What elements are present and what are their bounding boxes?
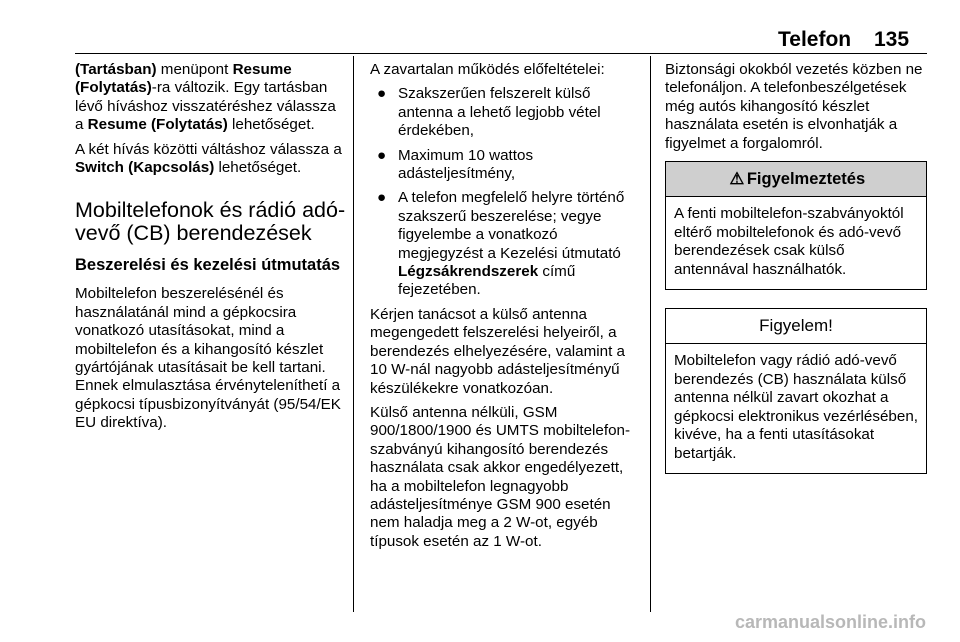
text-run: A két hívás közötti váltáshoz válassza a: [75, 140, 342, 158]
page-number: 135: [874, 28, 910, 51]
paragraph-safety: Biztonsági okokból vezetés közben ne telefonáljon. A telefonbeszélgetések még autós kihangosító készlet használata esetén is elvonhatják a figyelmet a forgalomról.: [665, 61, 923, 152]
text-run: menüpont: [156, 61, 233, 78]
warning-header: [666, 162, 926, 197]
text-run: -ra változik. Egy tartásban lévő híváshoz visszatéréshez válassza a: [75, 79, 336, 134]
column-2: [370, 61, 642, 557]
list-item: [370, 189, 642, 299]
bullet-list: [370, 85, 642, 299]
warning-triangle-icon: ⚠: [729, 170, 745, 189]
warning-body: A fenti mobiltelefon-szabványoktól eltérő mobiltelefonok és adó-vevő berendezések csak külső antennával használhatók.: [674, 205, 904, 278]
text-run: A telefon megfelelő helyre történő szakszerű beszerelése; vegye figyelembe a vonatkozó megjegyzést a Kezelési útmutató: [398, 189, 625, 262]
warning-title: Figyelmeztetés: [746, 170, 866, 189]
warning-box: [665, 161, 927, 290]
paragraph-switch: [75, 141, 347, 178]
running-header-title: Telefon: [778, 28, 852, 51]
bold-term: Resume (Folytatás): [75, 61, 292, 97]
text-run: című fejezetében.: [398, 263, 576, 299]
text-run: lehetőséget.: [214, 159, 302, 177]
column-divider-2: [650, 56, 651, 612]
bullet-icon: ●: [377, 85, 387, 103]
list-item: [370, 85, 642, 140]
paragraph-antenna-advice: Kérjen tanácsot a külső antenna megengedett felszerelési helyeiről, a berendezés elhelyezésére, valamint a 10 W-nál nagyobb adásteljesítményű készülékekre vonatkozóan.: [370, 305, 625, 397]
bold-term: (Tartásban): [75, 61, 157, 78]
bullet-icon: ●: [377, 189, 387, 207]
caution-header: Figyelem!: [666, 309, 926, 344]
paragraph-intro: A zavartalan működés előfeltételei:: [370, 61, 605, 78]
column-divider-1: [353, 56, 354, 612]
column-1: [75, 61, 347, 439]
bullet-icon: ●: [377, 146, 387, 164]
caution-box: [665, 308, 927, 474]
list-item: [370, 147, 642, 184]
list-item-text: Szakszerűen felszerelt külső antenna a lehető legjobb vétel érdekében,: [398, 85, 601, 140]
watermark: carmanualsonline.info: [735, 612, 927, 632]
text-run: lehetőséget.: [227, 116, 315, 134]
list-item-text: Maximum 10 wattos adásteljesítmény,: [398, 146, 534, 183]
section-heading: Mobiltelefonok és rádió adó-vevő (CB) berendezések: [75, 198, 346, 246]
bold-term: Resume (Folytatás): [87, 116, 228, 134]
bold-term: Légzsákrendszerek: [398, 263, 539, 281]
caution-body: Mobiltelefon vagy rádió adó-vevő berendezés (CB) használata külső antenna nélkül zavart okozhat a gépkocsi elektronikus vezérlésében, kivéve, ha a fenti utasításokat betartják.: [674, 352, 918, 462]
bold-term: Switch (Kapcsolás): [75, 159, 215, 177]
header-rule: [75, 53, 927, 54]
subsection-heading: Beszerelési és kezelési útmutatás: [75, 256, 341, 275]
paragraph-installation: Mobiltelefon beszerelésénél és használatánál mind a gépkocsira vonatkozó utasításokat, mind a mobiltelefon és a kihangosító készlet gyártójának utasításait be kell tartani. Ennek elmulasztása érvényteleníthetí a gépkocsi típusbizonyítványát (95/54/EK EU direktíva).: [75, 285, 341, 432]
paragraph-resume: [75, 61, 347, 135]
column-3: [665, 61, 927, 474]
paragraph-gsm: Külső antenna nélküli, GSM 900/1800/1900 és UMTS mobiltelefon-szabványú kihangosító berendezés használata csak akkor engedélyezett, ha a mobiltelefon legnagyobb adásteljesítménye GSM 900 esetén nem haladja meg a 2 W-ot, egyéb típusok esetén az 1 W-ot.: [370, 403, 631, 550]
